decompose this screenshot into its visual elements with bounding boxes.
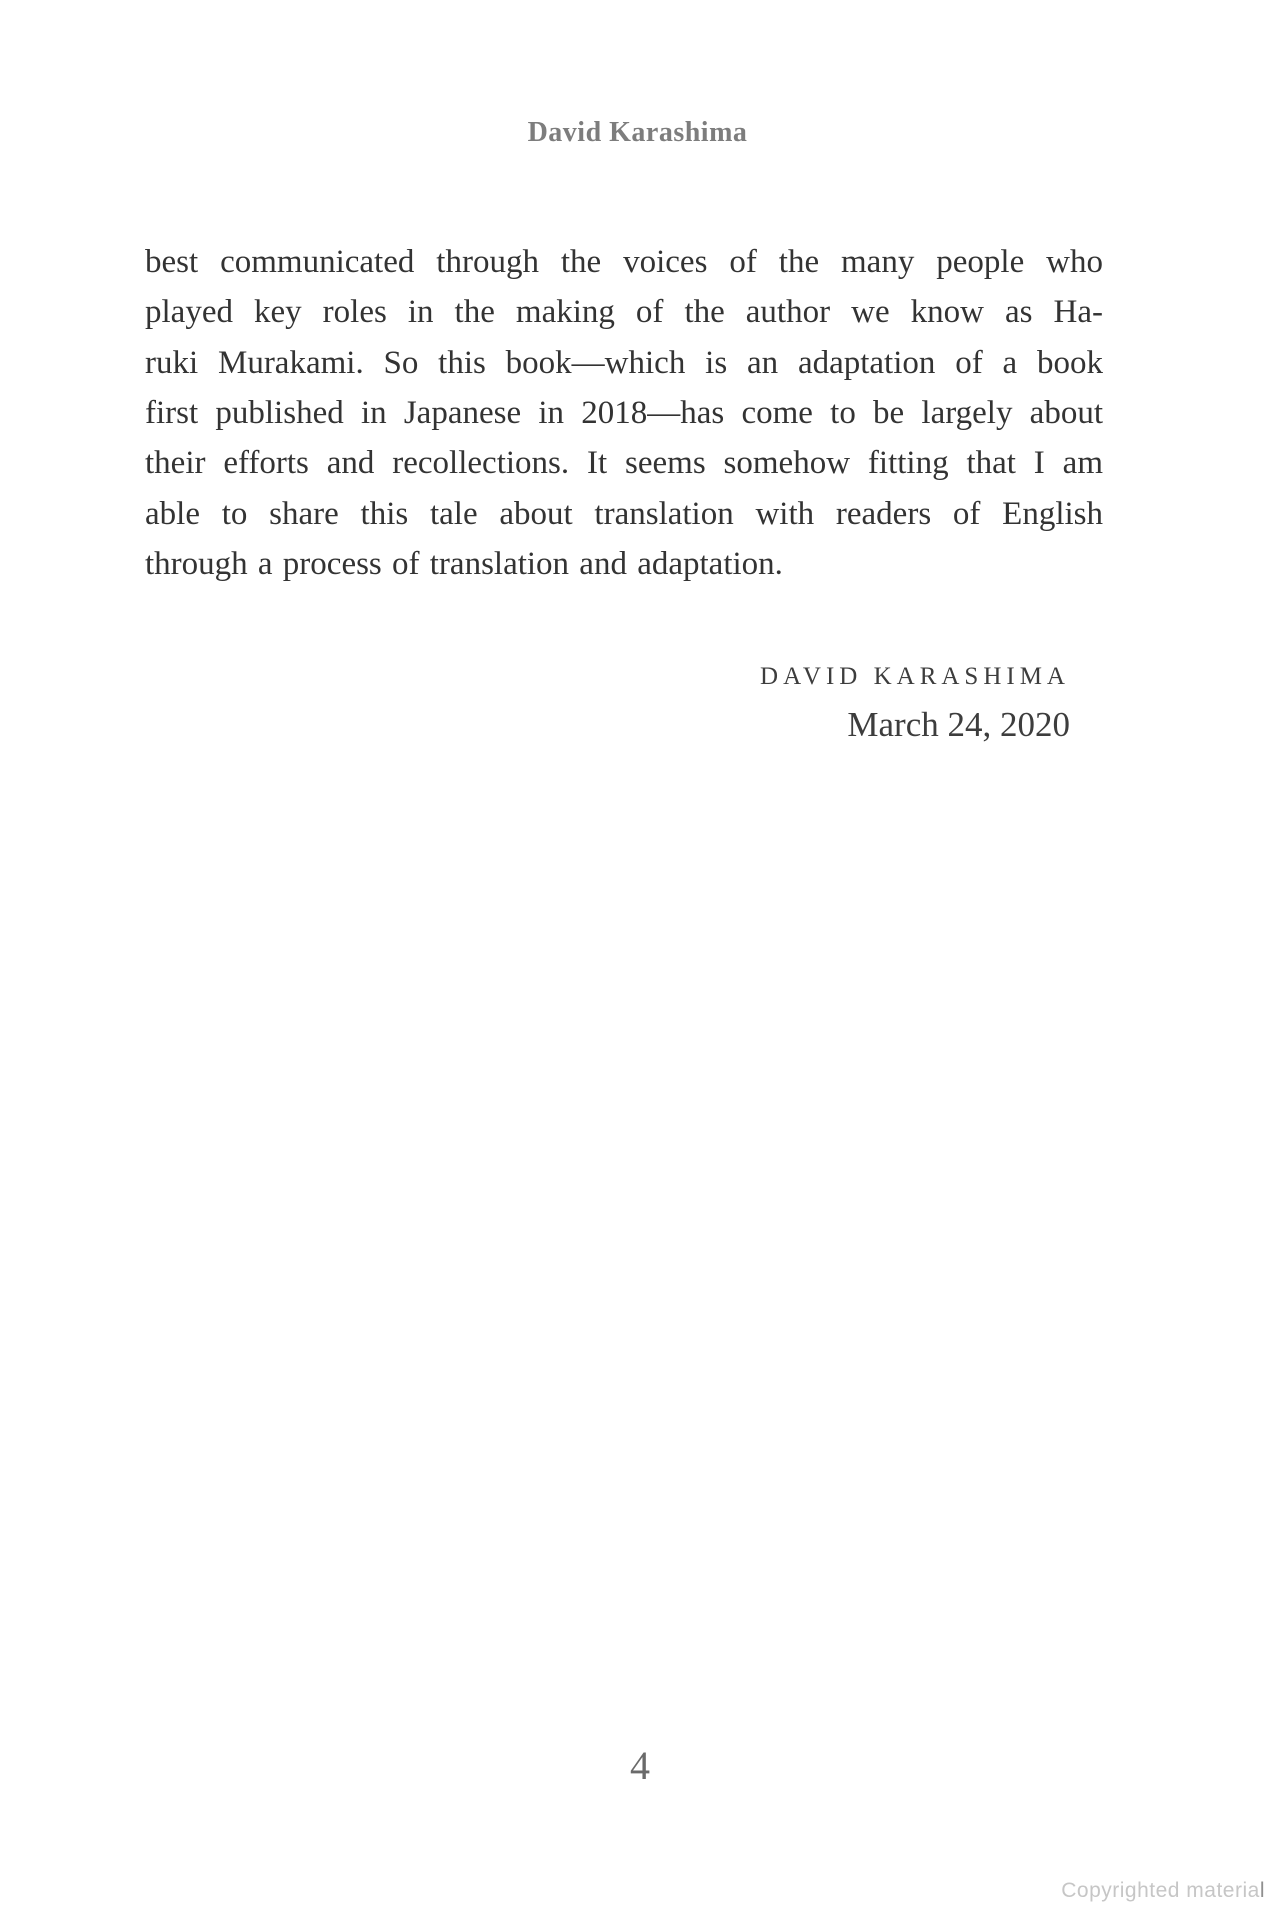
signature-block: [760, 662, 1070, 744]
signature-name: DAVID KARASHIMA: [760, 663, 1070, 690]
body-line-1: best communicated through the voices of the many people who: [145, 244, 1103, 280]
signature-date: March 24, 2020: [847, 705, 1070, 744]
body-line-4: first published in Japanese in 2018—has come to be largely about: [145, 395, 1103, 432]
body-line-5: their efforts and recollections. It seems somehow fitting that I am: [145, 445, 1103, 482]
body-paragraph: [145, 237, 1103, 589]
body-line-7: through a process of translation and adaptation.: [145, 546, 783, 583]
body-line-6: able to share this tale about translation with readers of English: [145, 495, 1103, 532]
body-line-3: ruki Murakami. So this book—which is an adaptation of a book: [145, 344, 1103, 381]
copyright-text-end: l: [1259, 1879, 1265, 1902]
running-header: David Karashima: [527, 117, 748, 148]
copyright-text: Copyrighted materia: [1061, 1879, 1260, 1902]
page-number: 4: [630, 1743, 650, 1788]
copyright-watermark: [1061, 1879, 1265, 1903]
body-line-2: played key roles in the making of the author we know as Ha-: [145, 294, 1103, 331]
